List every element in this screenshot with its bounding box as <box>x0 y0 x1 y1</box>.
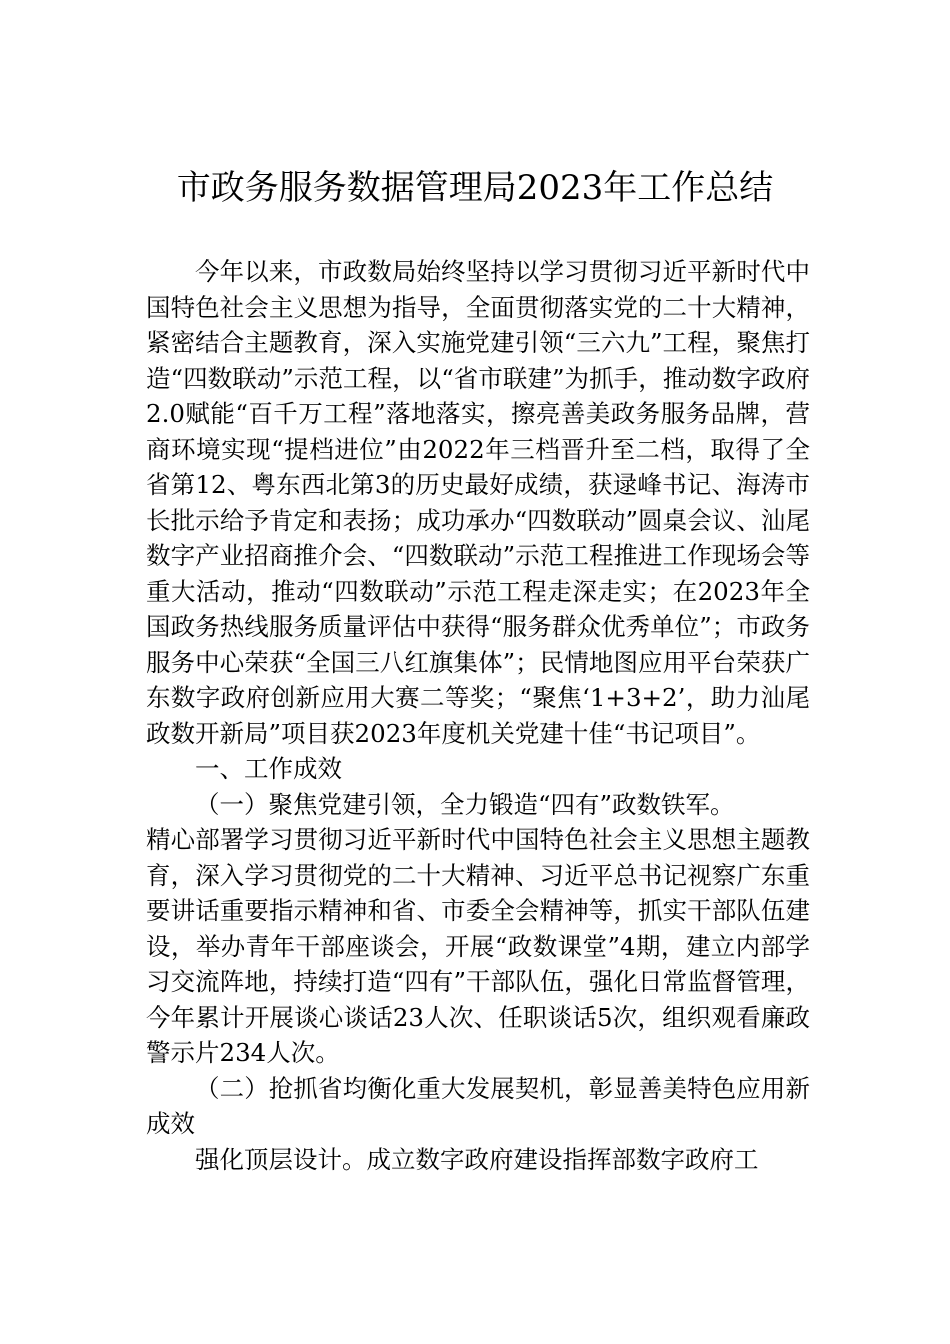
subsection-heading: （一）聚焦党建引领，全力锻造“四有”政数铁军。 <box>195 789 735 819</box>
subsection-paragraph: 精心部署学习贯彻习近平新时代中国特色社会主义思想主题教育，深入学习贯彻党的二十大精神、习近平总书记视察广东重要讲话重要指示精神和省、市委全会精神等，抓实干部队伍建设，举办青年干部座谈会，开展“政数课堂”4期，建立内部学习交流阵地，持续打造“四有”干部队伍，强化日常监督管理，今年累计开展谈心谈话23人次、任职谈话5次，组织观看廉政警示片234人次。 <box>146 825 810 1067</box>
document-body <box>146 254 810 1177</box>
subsection-paragraph: 强化顶层设计。成立数字政府建设指挥部数字政府工 <box>195 1144 759 1174</box>
document-title: 市政务服务数据管理局2023年工作总结 <box>176 168 774 208</box>
subsection-heading: （二）抢抓省均衡化重大发展契机，彰显善美特色应用新成效 <box>146 1073 810 1138</box>
intro-paragraph: 今年以来，市政数局始终坚持以学习贯彻习近平新时代中国特色社会主义思想为指导，全面贯彻落实党的二十大精神，紧密结合主题教育，深入实施党建引领“三六九”工程，聚焦打造“四数联动”示范工程，以“省市联建”为抓手，推动数字政府2.0赋能“百千万工程”落地落实，擦亮善美政务服务品牌，营商环境实现“提档进位”由2022年三档晋升至二档，取得了全省第12、粤东西北第3的历史最好成绩，获逯峰书记、海涛市长批示给予肯定和表扬；成功承办“四数联动”圆桌会议、汕尾数字产业招商推介会、“四数联动”示范工程推进工作现场会等重大活动，推动“四数联动”示范工程走深走实；在2023年全国政务热线服务质量评估中获得“服务群众优秀单位”；市政务服务中心荣获“全国三八红旗集体”；民情地图应用平台荣获广东数字政府创新应用大赛二等奖；“聚焦‘1+3+2’，助力汕尾政数开新局”项目获2023年度机关党建十佳“书记项目”。 <box>146 257 810 748</box>
section-heading: 一、工作成效 <box>195 754 342 783</box>
